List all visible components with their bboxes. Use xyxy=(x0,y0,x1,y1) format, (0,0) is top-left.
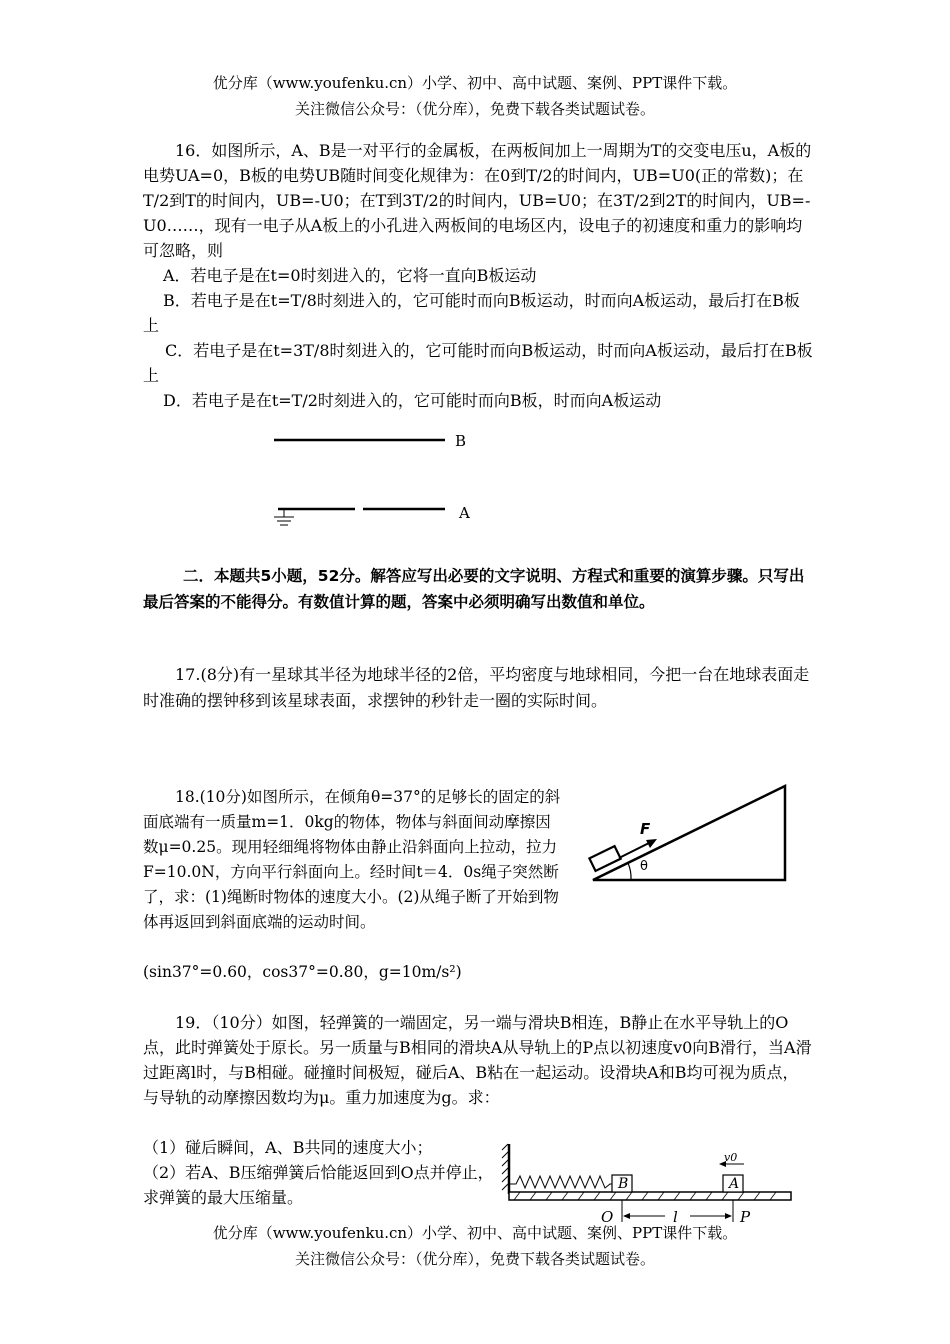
q18-constants: (sin37°=0.60，cos37°=0.80，g=10m/s²) xyxy=(143,963,462,981)
distance-l-label: l xyxy=(673,1208,678,1226)
q19-part-1: （1）碰后瞬间，A、B共同的速度大小； xyxy=(143,1138,433,1157)
header-line-1: 优分库（www.youfenku.cn）小学、初中、高中试题、案例、PPT课件下载。 xyxy=(212,74,738,92)
footer-line-1: 优分库（www.youfenku.cn）小学、初中、高中试题、案例、PPT课件下载。 xyxy=(212,1224,738,1242)
point-p-label: P xyxy=(740,1208,751,1226)
wall-hatch xyxy=(502,1144,508,1190)
spring-track-diagram xyxy=(500,1142,795,1224)
q18-text: 18.(10分)如图所示，在倾角θ=37°的足够长的固定的斜面底端有一质量m=1．0kg的物体，物体与斜面间动摩擦因数μ=0.25。现用轻细绳将物体由静止沿斜面向上拉动，拉力F=10.0N，方向平行斜面向上。经时间t＝4．0s绳子突然断了，求：(1)绳断时物体的速度大小。(2)从绳子断了开始到物体再返回到斜面底端的运动时间。 xyxy=(143,788,561,931)
plate-a-label: A xyxy=(459,504,470,522)
section-2-instructions: 二．本题共5小题，52分。解答应写出必要的文字说明、方程式和重要的演算步骤。只写出最后答案的不能得分。有数值计算的题，答案中必须明确写出数值和单位。 xyxy=(143,567,805,611)
plates-diagram xyxy=(260,425,480,535)
footer-line-2: 关注微信公众号：（优分库），免费下载各类试题试卷。 xyxy=(294,1250,655,1268)
angle-arc xyxy=(628,863,631,880)
spring xyxy=(509,1176,612,1188)
incline-diagram xyxy=(585,783,805,883)
q16-option-c: C．若电子是在t=3T/8时刻进入的，它可能时而向B板运动，时而向A板运动，最后打在B板上 xyxy=(143,341,813,385)
q19-intro: 19．（10分）如图，轻弹簧的一端固定，另一端与滑块B相连，B静止在水平导轨上的O点，此时弹簧处于原长。另一质量与B相同的滑块A从导轨上的P点以初速度v0向B滑行，当A滑过距离l时，与B相碰。碰撞时间极短，碰后A、B粘在一起运动。设滑块A和B均可视为质点，与导轨的动摩擦因数均为μ。重力加速度为g。求： xyxy=(143,1013,812,1107)
incline-triangle xyxy=(593,786,785,880)
point-o-label: O xyxy=(601,1208,614,1226)
q16-option-a: A．若电子是在t=0时刻进入的，它将一直向B板运动 xyxy=(163,266,537,285)
q17-text: 17.(8分)有一星球其半径为地球半径的2倍，平均密度与地球相同，今把一台在地球表面走时准确的摆钟移到该星球表面，求摆钟的秒针走一圈的实际时间。 xyxy=(143,665,810,710)
velocity-label: v0 xyxy=(724,1151,738,1164)
force-label: F xyxy=(640,820,651,838)
slider-b-label: B xyxy=(618,1176,629,1192)
q16-option-d: D．若电子是在t=T/2时刻进入的，它可能时而向B板，时而向A板运动 xyxy=(163,391,662,410)
q16-option-b: B．若电子是在t=T/8时刻进入的，它可能时而向B板运动，时而向A板运动，最后打在B板上 xyxy=(143,291,800,335)
block-on-incline xyxy=(589,846,620,871)
q16-stem: 16．如图所示，A、B是一对平行的金属板，在两板间加上一周期为T的交变电压u，A板的电势UA=0，B板的电势UB随时间变化规律为：在0到T/2的时间内，UB=U0(正的常数)；在T/2到T的时间内，UB=-U0；在T到3T/2的时间内，UB=U0；在3T/2到2T的时间内，UB=-U0……，现有一电子从A板上的小孔进入两板间的电场区内，设电子的初速度和重力的影响均可忽略，则 xyxy=(143,141,812,260)
angle-label: θ xyxy=(640,859,648,874)
ground-icon xyxy=(274,509,294,525)
slider-a-label: A xyxy=(729,1176,740,1192)
q19-part-2: （2）若A、B压缩弹簧后恰能返回到O点并停止，求弹簧的最大压缩量。 xyxy=(143,1163,494,1207)
header-line-2: 关注微信公众号：（优分库），免费下载各类试题试卷。 xyxy=(294,100,655,118)
plate-b-label: B xyxy=(455,432,467,450)
